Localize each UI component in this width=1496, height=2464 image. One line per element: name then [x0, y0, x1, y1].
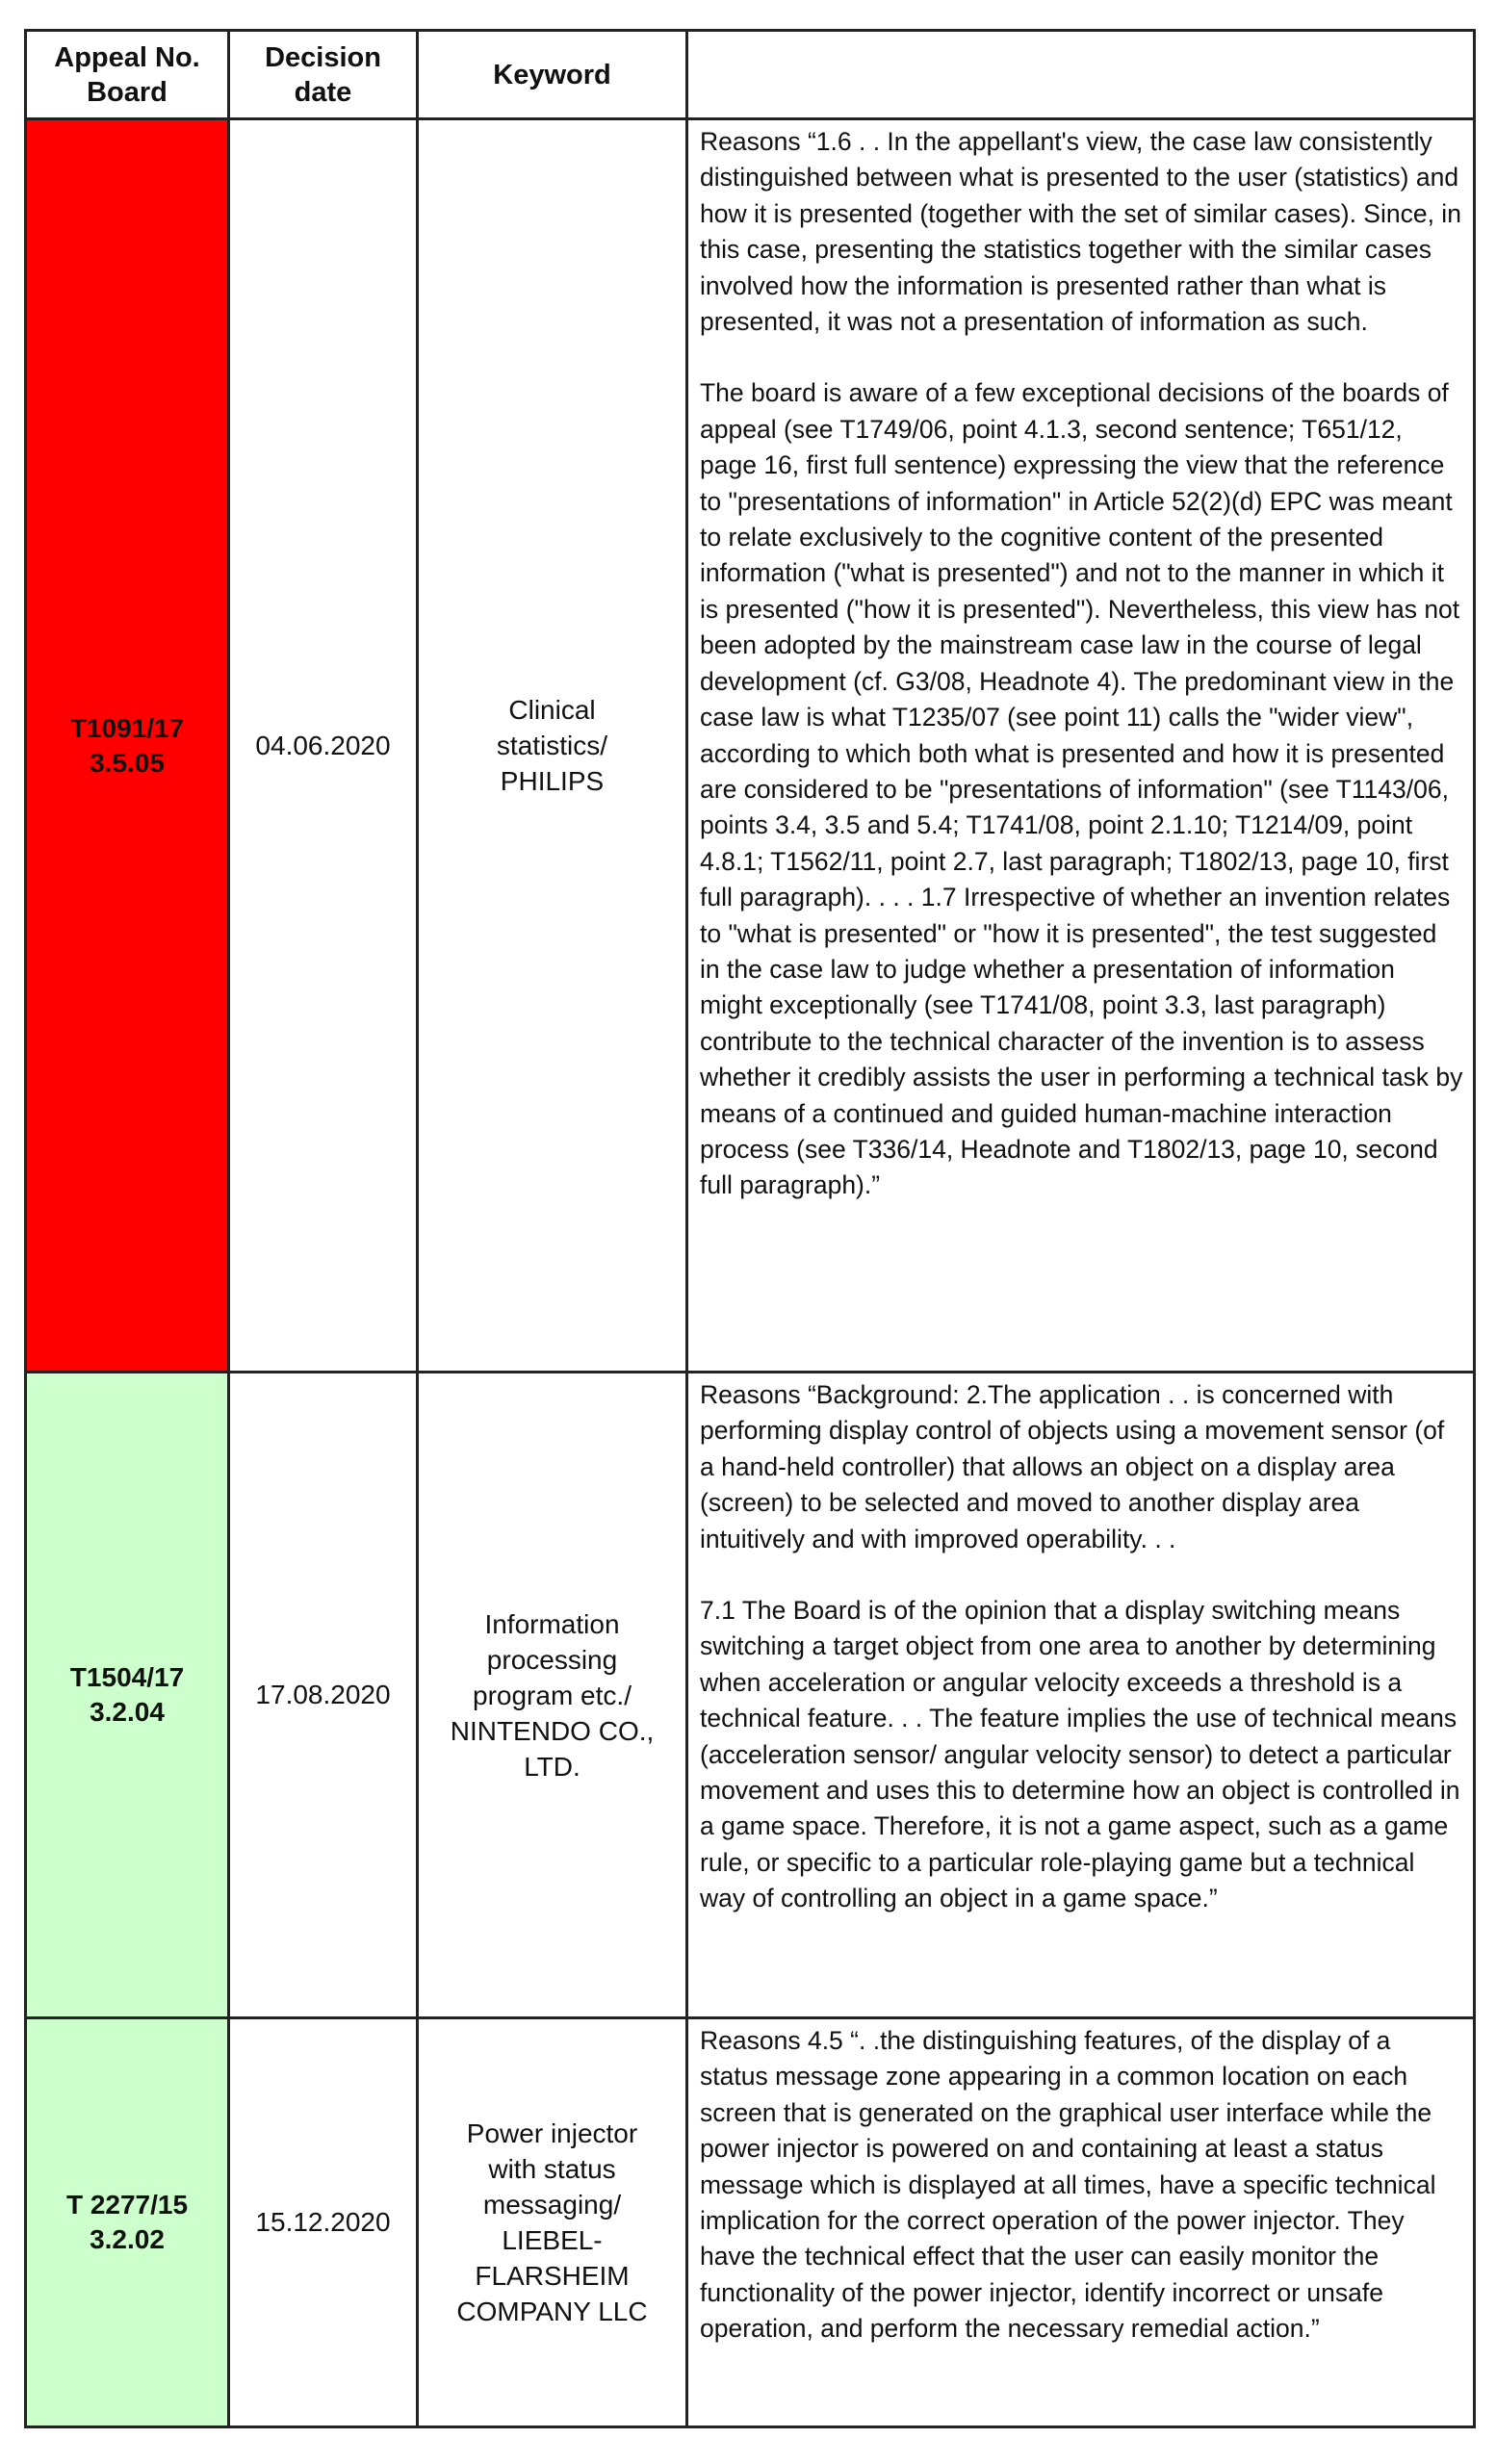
decision-date-cell: 17.08.2020 [229, 1373, 418, 2018]
keyword-line: program etc./ [473, 1680, 632, 1710]
appeal-number: T 2277/15 [65, 2190, 189, 2220]
header-appeal-board [26, 31, 229, 119]
reasons-paragraph: Reasons “1.6 . . In the appellant's view, the case law consistently distinguished between what is presented to the user (statistics) and how it is presented (together with the set of similar cases). Since, in this case, presenting the statistics together with the similar cases involved how the information is presented rather than what is presented, it was not a presentation of information as such. [700, 127, 1461, 337]
decisions-table [24, 29, 1476, 2428]
keyword-cell [418, 119, 687, 1373]
decision-date-cell: 04.06.2020 [229, 119, 418, 1373]
keyword-line: PHILIPS [500, 766, 605, 796]
appeal-number: T1091/17 [69, 712, 185, 743]
reasons-paragraph: The board is aware of a few exceptional decisions of the boards of appeal (see T1749/06, point 4.1.3, second sentence; T651/12, page 16, first full sentence) expressing the view that the reference to "presentations of information" in Article 52(2)(d) EPC was meant to relate exclusively to the cognitive content of the presented information ("what is presented") and not to the manner in which it is presented ("how it is presented"). Nevertheless, this view has not been adopted by the mainstream case law in the course of legal development (cf. G3/08, Headnote 4). The predominant view in the case law is what T1235/07 (see point 11) calls the "wider view", according to which both what is presented and how it is presented are considered to be "presentations of information" (see T1143/06, points 3.4, 3.5 and 5.4; T1741/08, point 2.1.10; T1214/09, point 4.8.1; T1562/11, point 2.7, last paragraph; T1802/13, page 10, first full paragraph). . . . 1.7 Irrespective of whether an invention relates to "what is presented" or "how it is presented", the test suggested in the case law to judge whether a presentation of information might exceptionally (see T1741/08, point 3.3, last paragraph) contribute to the technical character of the invention is to assess whether it credibly assists the user in performing a technical task by means of a continued and guided human-machine interaction process (see T336/14, Headnote and T1802/13, page 10, second full paragraph).” [700, 378, 1463, 1200]
keyword-line: LTD. [524, 1751, 580, 1782]
table-row [26, 2018, 1475, 2427]
appeal-cell [26, 119, 229, 1373]
appeal-cell [26, 2018, 229, 2427]
reasons-cell [687, 1373, 1475, 2018]
keyword-line: with status [488, 2154, 616, 2184]
header-board-label: Board [87, 76, 168, 108]
reasons-cell [687, 119, 1475, 1373]
keyword-line: Information [484, 1608, 620, 1639]
board-number: 3.5.05 [90, 747, 165, 778]
keyword-line: COMPANY LLC [456, 2297, 648, 2326]
header-appeal-label: Appeal No. [54, 41, 200, 73]
keyword-line: NINTENDO CO., [450, 1715, 655, 1746]
keyword-line: FLARSHEIM [475, 2261, 630, 2291]
keyword-line: processing [486, 1644, 618, 1675]
appeal-cell [26, 1373, 229, 2018]
keyword-line: Power injector [466, 2118, 638, 2148]
keyword-cell [418, 1373, 687, 2018]
reasons-cell [687, 2018, 1475, 2427]
keyword-line: Clinical [508, 695, 596, 725]
reasons-paragraph: Reasons “Background: 2.The application . . is concerned with performing display control of objects using a movement sensor (of a hand-held controller) that allows an object on a display area (screen) to be selected and moved to another display area intuitively and with improved operability. . . [700, 1380, 1445, 1553]
header-keyword: Keyword [418, 31, 687, 119]
table-row [26, 119, 1475, 1373]
header-decision-label: Decision [265, 41, 381, 73]
keyword-line: messaging/ [482, 2190, 622, 2220]
header-decision-date [229, 31, 418, 119]
reasons-paragraph: 7.1 The Board is of the opinion that a display switching means switching a target object from one area to another by determining when acceleration or angular velocity exceeds a threshold is a technical feature. . . The feature implies the use of technical means (acceleration sensor/ angular velocity sensor) to detect a particular movement and uses this to determine how an object is controlled in a game space. Therefore, it is not a game aspect, such as a game rule, or specific to a particular role-playing game but a technical way of controlling an object in a game space.” [700, 1596, 1460, 1913]
table-row [26, 1373, 1475, 2018]
header-text [687, 31, 1475, 119]
decision-date-cell: 15.12.2020 [229, 2018, 418, 2427]
keyword-line: LIEBEL- [502, 2225, 603, 2255]
keyword-line: statistics/ [496, 731, 608, 760]
board-number: 3.2.02 [90, 2224, 165, 2254]
appeal-number: T1504/17 [69, 1662, 185, 1692]
keyword-cell [418, 2018, 687, 2427]
table-header-row [26, 31, 1475, 119]
header-date-label: date [294, 76, 352, 108]
board-number: 3.2.04 [90, 1697, 165, 1727]
reasons-paragraph: Reasons 4.5 “. .the distinguishing features, of the display of a status message zone appearing in a common location on each screen that is generated on the graphical user interface while the power injector is powered on and containing at least a status message which is displayed at all times, have a specific technical implication for the correct operation of the power injector. They have the technical effect that the user can easily monitor the functionality of the power injector, identify incorrect or unsafe operation, and perform the necessary remedial action.” [700, 2026, 1436, 2344]
